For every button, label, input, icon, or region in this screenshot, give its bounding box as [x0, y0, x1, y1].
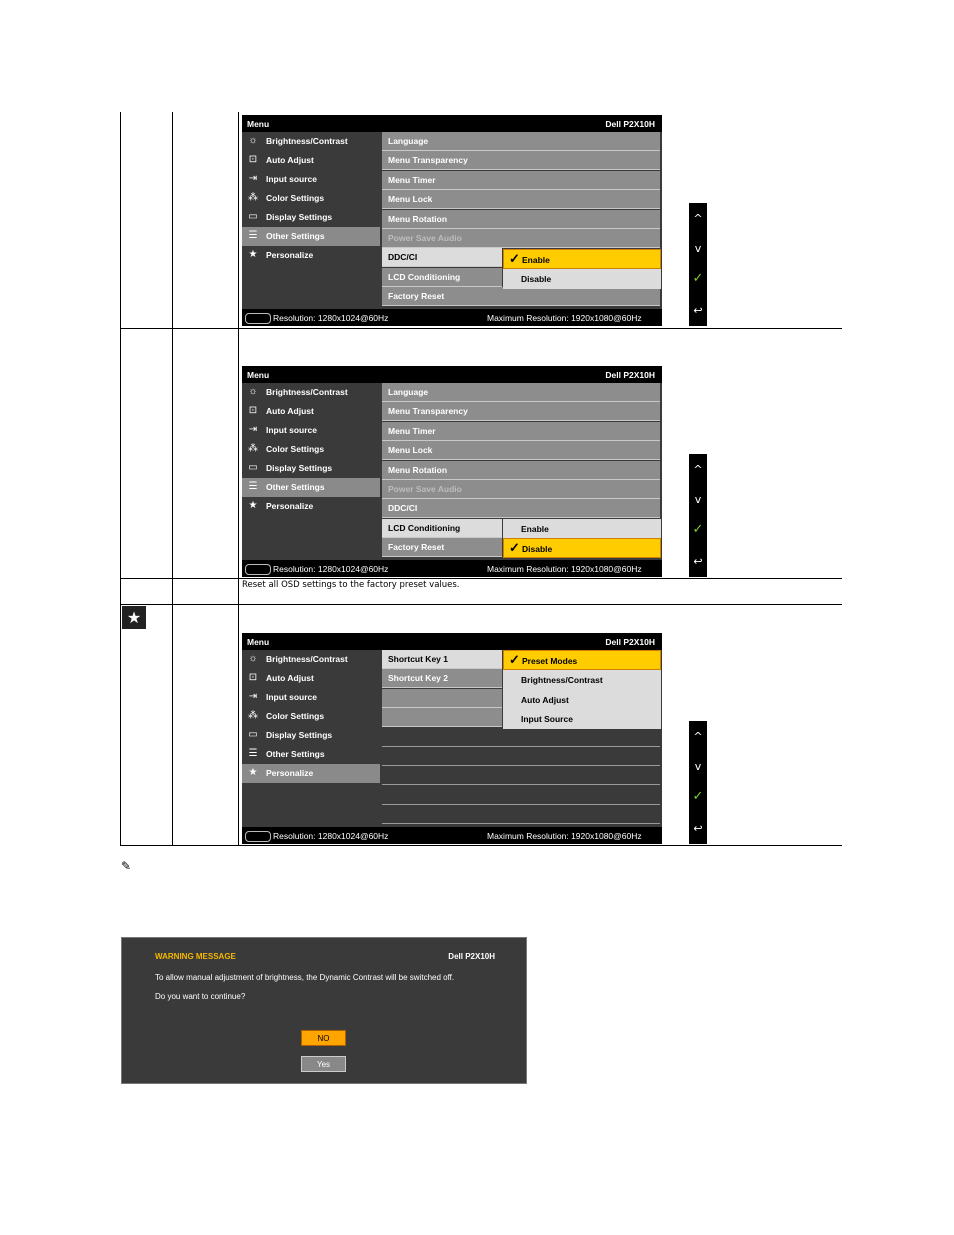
ok-check-icon[interactable]: ✓	[692, 789, 704, 804]
menu-item-personalize[interactable]: ★ Personalize	[242, 764, 380, 783]
star-icon: ★	[248, 249, 258, 260]
submenu-menu-transparency[interactable]: Menu Transparency	[382, 402, 660, 421]
back-icon[interactable]: ↩	[693, 555, 703, 568]
menu-item-other-settings[interactable]: ☰ Other Settings	[242, 478, 380, 497]
menu-item-display-settings[interactable]: ▭ Display Settings	[242, 726, 380, 745]
brightness-icon: ☼	[248, 135, 258, 146]
menu-item-color-settings[interactable]: ⁂ Color Settings	[248, 192, 325, 203]
menu-item-display-settings[interactable]: ▭ Display Settings	[242, 208, 380, 227]
osd-header: Menu Dell P2X10H	[242, 633, 662, 650]
menu-item-personalize[interactable]: ★ Personalize	[242, 497, 380, 516]
display-settings-icon: ▭	[248, 729, 258, 740]
back-icon[interactable]: ↩	[693, 304, 703, 317]
note-pencil-icon: ✎	[121, 859, 132, 873]
option-enable[interactable]: Enable	[503, 519, 661, 539]
osd-footer: Resolution: 1280x1024@60Hz Maximum Resolution: 1920x1080@60Hz	[242, 309, 662, 326]
option-input-source[interactable]: Input Source	[503, 709, 661, 729]
osd-main-menu	[242, 383, 380, 558]
input-source-icon: ⇥	[248, 424, 258, 435]
menu-item-other-settings[interactable]: ☰ Other Settings	[242, 227, 380, 246]
submenu-ddcci[interactable]: DDC/CI	[382, 248, 502, 267]
menu-item-color-settings[interactable]: ⁂ Color Settings	[248, 710, 325, 721]
osd-personalize-screen	[242, 633, 662, 844]
star-icon: ★	[248, 767, 258, 778]
menu-item-color-settings[interactable]: ⁂ Color Settings	[248, 443, 325, 454]
connector-icon	[245, 564, 271, 575]
menu-item-auto-adjust[interactable]: ⊡ Auto Adjust	[242, 151, 380, 170]
submenu-menu-lock[interactable]: Menu Lock	[382, 190, 660, 209]
submenu-shortcut-key-2[interactable]: Shortcut Key 2	[382, 669, 502, 688]
submenu-empty-row	[382, 728, 660, 747]
menu-item-brightness-contrast[interactable]: ☼ Brightness/Contrast	[242, 383, 380, 402]
display-settings-icon: ▭	[248, 462, 258, 473]
personalize-star-icon: ★	[122, 606, 146, 629]
option-enable-selected[interactable]: ✓ Enable	[503, 249, 661, 269]
menu-item-brightness-contrast[interactable]: ☼ Brightness/Contrast	[242, 650, 380, 669]
option-brightness-contrast[interactable]: Brightness/Contrast	[503, 670, 661, 691]
other-settings-icon: ☰	[248, 481, 258, 492]
menu-item-auto-adjust[interactable]: ⊡ Auto Adjust	[242, 402, 380, 421]
other-settings-icon: ☰	[248, 748, 258, 759]
submenu-menu-rotation[interactable]: Menu Rotation	[382, 210, 660, 229]
up-arrow-icon[interactable]: ^	[693, 212, 703, 225]
down-arrow-icon[interactable]: v	[694, 760, 702, 773]
option-preset-modes-selected[interactable]: ✓ Preset Modes	[503, 650, 661, 670]
connector-icon	[245, 831, 271, 842]
yes-button[interactable]: Yes	[301, 1056, 346, 1072]
submenu-empty-row	[382, 747, 660, 766]
osd-model: Dell P2X10H	[605, 119, 655, 129]
menu-item-auto-adjust[interactable]: ⊡ Auto Adjust	[242, 669, 380, 688]
warning-question: Do you want to continue?	[155, 992, 246, 1001]
submenu-language[interactable]: Language	[382, 132, 660, 151]
osd-footer: Resolution: 1280x1024@60Hz Maximum Resolution: 1920x1080@60Hz	[242, 560, 662, 577]
down-arrow-icon[interactable]: v	[694, 493, 702, 506]
osd-main-menu	[242, 132, 380, 307]
osd-lcd-conditioning-screen	[242, 366, 662, 577]
warning-title: WARNING MESSAGE	[155, 952, 236, 961]
menu-item-input-source[interactable]: ⇥ Input source	[242, 170, 380, 189]
submenu-lcd-conditioning[interactable]: LCD Conditioning	[382, 268, 502, 287]
submenu-menu-timer[interactable]: Menu Timer	[382, 422, 660, 441]
down-arrow-icon[interactable]: v	[694, 242, 702, 255]
auto-adjust-icon: ⊡	[248, 154, 258, 165]
warning-message: To allow manual adjustment of brightness, the Dynamic Contrast will be switched off.	[155, 973, 455, 982]
brightness-icon: ☼	[248, 386, 258, 397]
monitor-button-strip	[689, 721, 707, 844]
ok-check-icon[interactable]: ✓	[692, 522, 704, 537]
menu-item-input-source[interactable]: ⇥ Input source	[242, 688, 380, 707]
no-button[interactable]: NO	[301, 1030, 346, 1046]
submenu-empty-row	[382, 805, 660, 824]
ok-check-icon[interactable]: ✓	[692, 271, 704, 286]
table-row-line	[120, 578, 842, 579]
menu-item-personalize[interactable]: ★ Personalize	[242, 246, 380, 265]
other-settings-icon: ☰	[248, 230, 258, 241]
submenu-shortcut-key-1[interactable]: Shortcut Key 1	[382, 650, 502, 669]
check-icon: ✓	[509, 540, 520, 555]
table-border-left	[120, 112, 121, 845]
up-arrow-icon[interactable]: ^	[693, 730, 703, 743]
submenu-ddcci[interactable]: DDC/CI	[382, 499, 660, 518]
osd-header	[242, 115, 662, 132]
osd-main-menu	[242, 650, 380, 825]
submenu-empty-row	[382, 689, 502, 708]
submenu-power-save-audio: Power Save Audio	[382, 229, 660, 248]
osd-ddcci-screen	[242, 115, 662, 326]
warning-model: Dell P2X10H	[448, 952, 495, 961]
brightness-icon: ☼	[248, 653, 258, 664]
table-row-line	[120, 328, 842, 329]
osd-footer: Resolution: 1280x1024@60Hz Maximum Resolution: 1920x1080@60Hz	[242, 827, 662, 844]
submenu-language[interactable]: Language	[382, 383, 660, 402]
monitor-button-strip	[689, 203, 707, 326]
option-disable[interactable]: Disable	[503, 269, 661, 289]
color-settings-icon: ⁂	[248, 192, 258, 203]
auto-adjust-icon: ⊡	[248, 672, 258, 683]
menu-item-display-settings[interactable]: ▭ Display Settings	[242, 459, 380, 478]
table-col-line-1	[172, 112, 173, 845]
display-settings-icon: ▭	[248, 211, 258, 222]
monitor-button-strip	[689, 454, 707, 577]
submenu-lcd-conditioning[interactable]: LCD Conditioning	[382, 519, 502, 538]
submenu-empty-row	[382, 786, 660, 805]
submenu-empty-row	[382, 766, 660, 785]
input-source-icon: ⇥	[248, 691, 258, 702]
submenu-menu-lock[interactable]: Menu Lock	[382, 441, 660, 460]
input-source-icon: ⇥	[248, 173, 258, 184]
submenu-factory-reset[interactable]: Factory Reset	[382, 287, 660, 306]
submenu-empty-row	[382, 708, 502, 727]
auto-adjust-icon: ⊡	[248, 405, 258, 416]
osd-title: Menu	[247, 119, 270, 129]
submenu-menu-rotation[interactable]: Menu Rotation	[382, 461, 660, 480]
factory-reset-description: Reset all OSD settings to the factory preset values.	[242, 580, 460, 590]
submenu-menu-transparency[interactable]: Menu Transparency	[382, 151, 660, 170]
table-row-line	[120, 845, 842, 846]
table-row-line	[120, 604, 842, 605]
star-icon: ★	[248, 500, 258, 511]
check-icon: ✓	[509, 251, 520, 266]
warning-dialog	[121, 937, 527, 1084]
submenu-menu-timer[interactable]: Menu Timer	[382, 171, 660, 190]
menu-item-input-source[interactable]: ⇥ Input source	[242, 421, 380, 440]
back-icon[interactable]: ↩	[693, 822, 703, 835]
submenu-factory-reset[interactable]: Factory Reset	[382, 538, 502, 557]
option-auto-adjust[interactable]: Auto Adjust	[503, 690, 661, 711]
osd-header: Menu Dell P2X10H	[242, 366, 662, 383]
option-disable-selected[interactable]: ✓ Disable	[503, 538, 661, 558]
submenu-power-save-audio: Power Save Audio	[382, 480, 660, 499]
menu-item-other-settings[interactable]: ☰ Other Settings	[242, 745, 380, 764]
color-settings-icon: ⁂	[248, 710, 258, 721]
table-col-line-2	[238, 112, 239, 845]
color-settings-icon: ⁂	[248, 443, 258, 454]
menu-item-brightness-contrast[interactable]: ☼ Brightness/Contrast	[242, 132, 380, 151]
up-arrow-icon[interactable]: ^	[693, 463, 703, 476]
connector-icon	[245, 313, 271, 324]
check-icon: ✓	[509, 652, 520, 667]
